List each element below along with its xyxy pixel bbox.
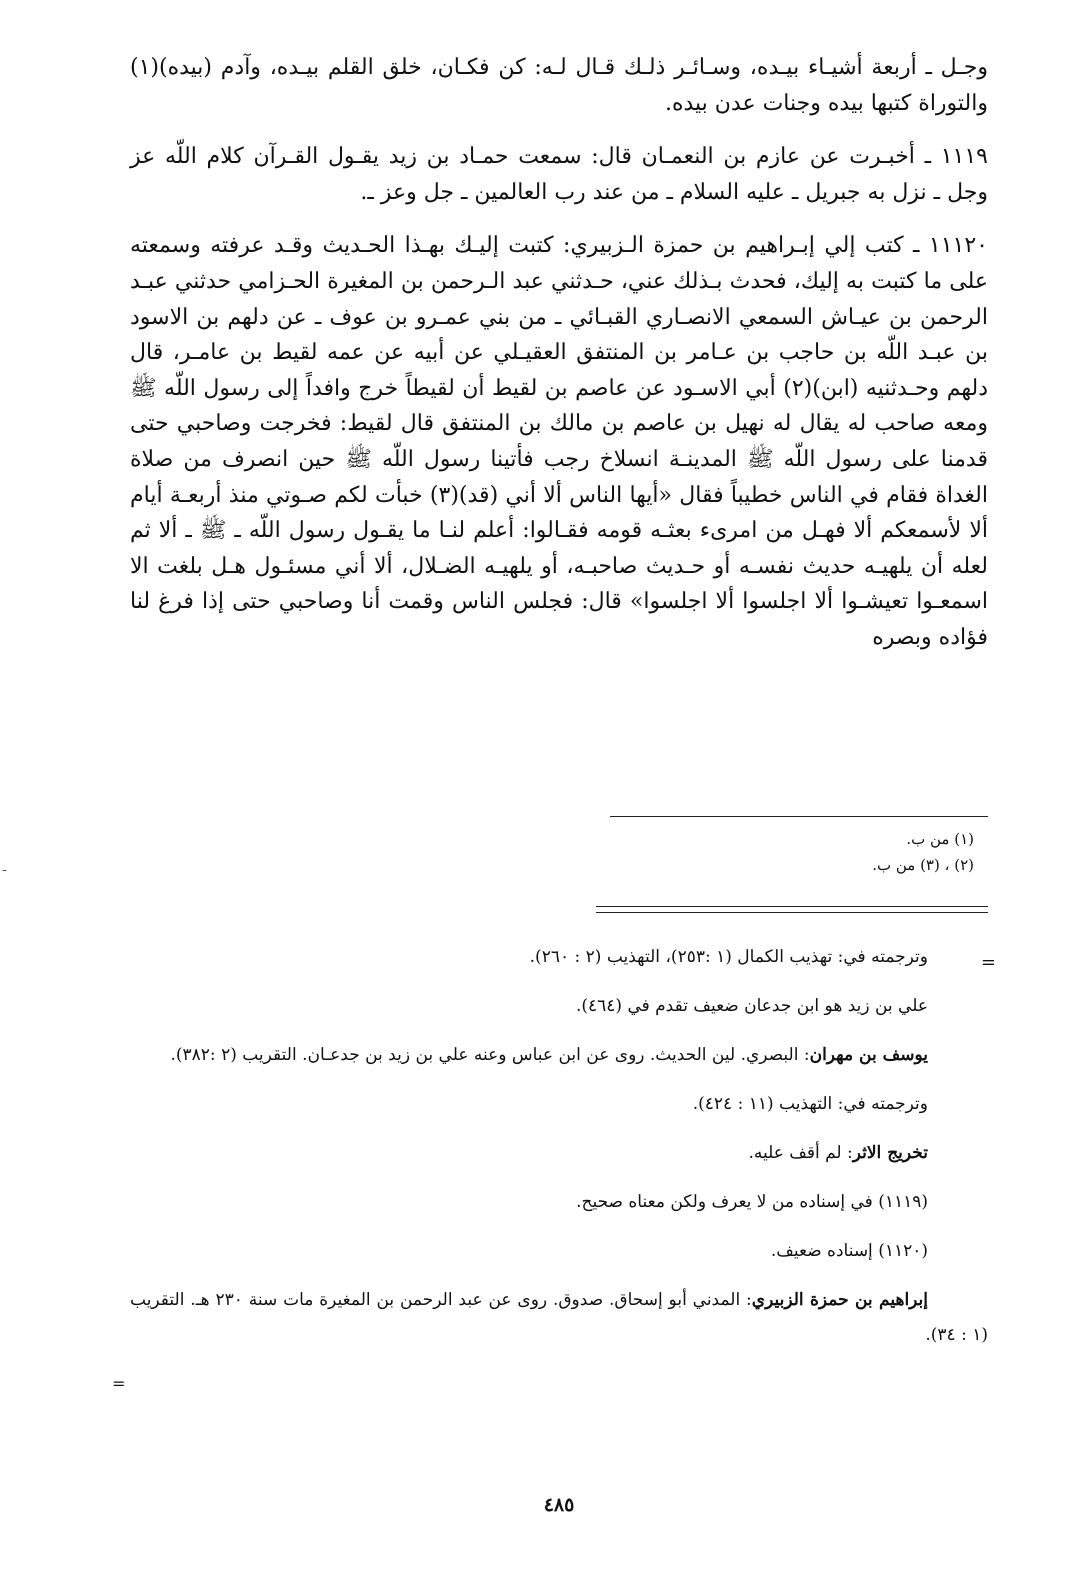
paragraph-1120: ١١١٢٠ ـ كتب إلي إبـراهيم بن حمزة الـزبيري: كتبت إليـك بهـذا الحـديث وقـد عرفته وسمعته على ما كتبت به إليك، فحدث بـذلك عني، حـدثني عبد الـرحمن بن المغيرة الحـزامي حدثني عبـد الرحمن بن عيـاش السمعي الانصـاري القبـائي ـ من بني عمـرو بن عوف ـ عن دلهم بن الاسود بن عبـد اللّه بن حاجب بن عـامر بن المنتفق العقيـلي عن أبيه عن عمه لقيط بن عامـر، قال دلهم وحـدثنيه (ابن)(٢) أبي الاسـود عن عاصم بن لقيط أن لقيطاً خرج وافداً إلى رسول اللّه ﷺ ومعه صاحب له يقال له نهيل بن عاصم بن مالك بن المنتفق قال لقيط: فخرجت وصاحبي حتى قدمنا على رسول اللّه ﷺ المدينـة انسلاخ رجب فأتينا رسول اللّه ﷺ حين انصرف من صلاة الغداة فقام في الناس خطيباً فقال «أيها الناس ألا أني (قد)(٣) خبأت لكم صـوتي منذ أربعـة أيام ألا لأسمعكم ألا فهـل من امرىء بعثـه قومه فقـالوا: أعلم لنـا ما يقـول رسول اللّه ـ ﷺ ـ ألا ثم لعله أن يلهيـه حديث نفسـه أو حـديث صاحبـه، أو يلهيـه الضـلال، ألا أني مسئـول هـل بلغت الا اسمعـوا تعيشـوا ألا اجلسوا ألا اجلسوا» قال: فجلس الناس وقمت أنا وصاحبي حتى إذا فرغ لنا فؤاده وبصره [130, 233, 988, 650]
margin-mark: - [2, 862, 7, 878]
continuation-mark-top: = [980, 952, 996, 973]
note-tahdhib-kamal: وترجمته في: تهذيب الكمال (١ :٢٥٣)، التهذيب (٢ : ٢٦٠). [529, 947, 928, 967]
note-1120: (١١٢٠) إسناده ضعيف. [770, 1241, 928, 1261]
note-ali-bin-zaid: علي بن زيد هو ابن جدعان ضعيف تقدم في (٤٦٤). [575, 996, 928, 1016]
paragraph-1119: ١١١٩ ـ أخبـرت عن عازم بن النعمـان قال: سمعت حمـاد بن زيد يقـول القـرآن كلام اللّه عز وجل ـ نزل به جبريل ـ عليه السلام ـ من عند رب العالمين ـ جل وعز ـ. [130, 144, 988, 205]
note-body: : لم أقف عليه. [748, 1143, 853, 1163]
footnote-2-3: (٢) ، (٣) من ب. [872, 856, 974, 874]
note-term: تخريج الاثر [852, 1143, 928, 1163]
paragraph-1: وجـل ـ أربعة أشيـاء بيـده، وسـائـر ذلـك قـال لـه: كن فكـان، خلق القلم بيـده، وآدم (بيده)(١) والتوراة كتبها بيده وجنات عدن بيده. [130, 55, 988, 116]
note-body: : البصري. لين الحديث. روى عن ابن عباس وعنه علي بن زيد بن جدعـان. التقريب (٢ :٣٨٢). [170, 1045, 810, 1065]
book-page [2, 50, 996, 1530]
notes-double-divider [596, 906, 988, 913]
commentary-notes [130, 940, 988, 1367]
footnotes [872, 826, 974, 878]
note-yusuf-bin-mihran [130, 1038, 988, 1073]
note-term: يوسف بن مهران [809, 1045, 928, 1065]
note-ibrahim-zubairi [130, 1283, 988, 1353]
note-takhrij [130, 1136, 988, 1171]
continuation-mark-bottom: = [112, 1374, 126, 1393]
note-1119: (١١١٩) في إسناده من لا يعرف ولكن معناه صحيح. [576, 1192, 928, 1212]
page-number: ٤٨٥ [543, 1494, 575, 1516]
main-text [130, 50, 988, 656]
note-term: إبراهيم بن حمزة الزبيري [751, 1290, 928, 1310]
note-body: : المدني أبو إسحاق. صدوق. روى عن عبد الرحمن بن المغيرة مات سنة ٢٣٠ هـ. التقريب (١ : ٣٤). [130, 1290, 988, 1345]
footnote-1: (١) من ب. [906, 830, 974, 848]
note-tahdhib: وترجمته في: التهذيب (١١ : ٤٢٤). [692, 1094, 928, 1114]
footnote-divider [610, 816, 988, 817]
